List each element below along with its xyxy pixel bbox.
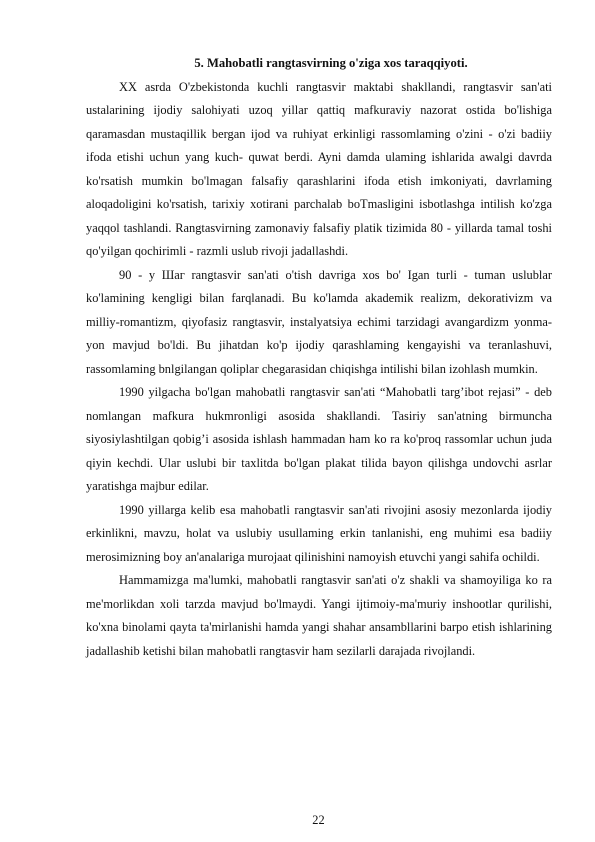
paragraph-4: 1990 yillarga kelib esa mahobatli rangtasvir san'ati rivojini asosiy mezonlarda ijodiy erkinlikni, mavzu, holat va uslubiy usullaming erkin tanlanishi, eng muhimi esa badiiy merosimizning boy an'analariga murojaat qilinishini namoyish etuvchi yangi sahifa ochildi. <box>86 502 552 564</box>
paragraph-3: 1990 yilgacha bo'lgan mahobatli rangtasvir san'ati “Mahobatli targ’ibot rejasi” - deb nomlangan mafkura hukmronligi asosida shakllandi. Tasiriy san'atning birmuncha siyosiylashtilgan qobig’i asosida ishlash hammadan ham ko ra ko'proq rassomlar uchun juda qiyin kechdi. Ular uslubi bir taxlitda bo'lgan plakat tilida bayon qilishga undovchi asrlar yaratishga majbur edilar. <box>86 385 552 493</box>
section-heading: 5. Mahobatli rangtasvirning o'ziga xos taraqqiyoti. <box>194 56 468 70</box>
paragraph-5: Hammamizga ma'lumki, mahobatli rangtasvir san'ati o'z shakli va shamoyiliga ko ra me'morlikdan xoli tarzda mavjud bo'lmaydi. Yangi ijtimoiy-ma'muriy inshootlar qurilishi, ko'xna binolami qayta ta'mirlanishi hamda yangi shahar ansambllarini barpo etish ishlarining jadallashib ketishi bilan mahobatli rangtasvir ham sezilarli darajada rivojlandi. <box>86 573 552 658</box>
page-number: 22 <box>312 813 325 827</box>
paragraph-1: XX asrda O'zbekistonda kuchli rangtasvir maktabi shakllandi, rangtasvir san'ati ustalarining ijodiy salohiyati uzoq yillar qattiq mafkuraviy nazorat ostida bo'lishiga qaramasdan mustaqillik bergan ijod va ruhiyat erkinligi rassomlaming o'zini - o'zi badiiy ifoda etishi uchun yang kuch- quwat berdi. Ayni damda ulaming ishlarida awalgi davrda ko'rsatish mumkin bo'lmagan falsafiy qarashlarini ifoda etish imkoniyati, davrlaming aloqadoligini ko'rsatish, tarixiy xotirani parchalab boTmasligini isbotlashga intilish ko'zga yaqqol tashlandi. Rangtasvirning zamonaviy falsafiy platik tizimida 80 - yillarda tamal toshi qo'yilgan qochirimli - razmli uslub rivoji jadallashdi. <box>86 79 552 258</box>
document-page <box>86 52 552 663</box>
paragraph-2: 90 - y Шаг rangtasvir san'ati o'tish davriga xos bo' Igan turli - tuman uslublar ko'lamining kengligi bilan farqlanadi. Bu ko'lamda akademik realizm, dekorativizm va milliy-romantizm, qiyofasiz rangtasvir, instalyatsiya echimi tarzidagi avangardizm yonma-yon mavjud bo'ldi. Bu jihatdan ko'p ijodiy qarashlaming kengayishi va teranlashuvi, rassomlaming bnlgilangan qoliplar chegarasidan chiqishga intilishi bilan izohlash mumkin. <box>86 267 552 376</box>
